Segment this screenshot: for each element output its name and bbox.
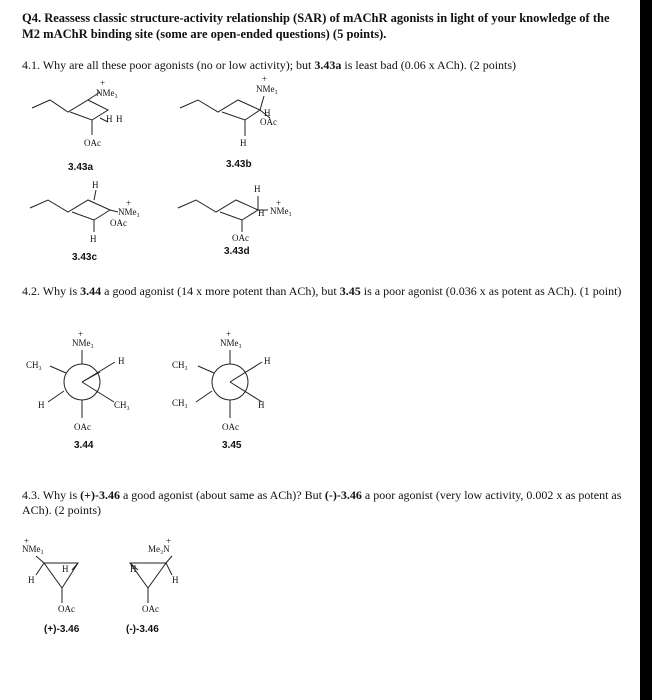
ch3-label: CH₃ <box>26 360 42 370</box>
oac-label: OAc <box>222 422 239 432</box>
h-label: H <box>264 356 271 366</box>
nme3-label: NMe₃ <box>256 84 278 94</box>
compound-label-3-43b: 3.43b <box>226 159 252 170</box>
structure-3-43b <box>180 96 270 136</box>
nme3-label: NMe₃ <box>270 206 292 216</box>
structure-3-43c <box>30 190 118 232</box>
plus-sign: + <box>166 536 172 546</box>
question-4-2: 4.2. Why is 3.44 a good agonist (14 x more potent than ACh), but 3.45 is a poor agonist (0.036 x as potent as ACh). (1 point) <box>22 284 622 298</box>
plus-sign: + <box>262 74 268 84</box>
h-label: H <box>258 208 265 218</box>
structure-3-45 <box>196 350 262 418</box>
h-label: H <box>92 180 99 190</box>
compound-label-3-43c: 3.43c <box>72 252 98 263</box>
compound-label-3-44: 3.44 <box>74 440 94 451</box>
oac-label: OAc <box>84 138 101 148</box>
h-label: H <box>28 575 35 585</box>
me3n-label: Me₃N <box>148 544 170 554</box>
nme3-label: NMe₃ <box>72 338 94 348</box>
oac-label: OAc <box>260 117 277 127</box>
h-label: H <box>90 234 97 244</box>
h-label: H <box>130 564 137 574</box>
oac-label: OAc <box>142 604 159 614</box>
compound-label-plus-3-46: (+)-3.46 <box>44 624 80 635</box>
oac-label: OAc <box>110 218 127 228</box>
plus-sign: + <box>100 78 106 88</box>
h-label: H <box>258 400 265 410</box>
nme3-label: NMe₃ <box>118 207 140 217</box>
compound-label-3-43d: 3.43d <box>224 246 250 257</box>
h-label: H <box>254 184 261 194</box>
ch3-label: CH₃ <box>172 360 188 370</box>
plus-sign: + <box>276 198 282 208</box>
h-label: H <box>106 114 113 124</box>
h-label: H <box>240 138 247 148</box>
structure-3-43a <box>32 92 108 135</box>
oac-label: OAc <box>232 233 249 243</box>
structure-3-44 <box>48 350 115 418</box>
question-4-1: 4.1. Why are all these poor agonists (no or low activity); but 3.43a is least bad (0.06 x ACh). (2 points) <box>22 58 517 72</box>
ch3-label: CH₃ <box>172 398 188 408</box>
question-title: Q4. Reassess classic structure-activity relationship (SAR) of mAChR agonists in light of your knowledge of the M2 mAChR binding site (some are open-ended questions) (5 points). <box>22 11 610 41</box>
compound-label-3-43a: 3.43a <box>68 162 94 173</box>
plus-sign: + <box>78 329 84 339</box>
nme3-label: NMe₃ <box>22 544 44 554</box>
nme3-label: NMe₃ <box>220 338 242 348</box>
oac-label: OAc <box>58 604 75 614</box>
h-label: H <box>116 114 123 124</box>
compound-label-minus-3-46: (-)-3.46 <box>126 624 159 635</box>
oac-label: OAc <box>74 422 91 432</box>
structure-3-46-plus <box>36 556 78 603</box>
h-label: H <box>62 564 69 574</box>
h-label: H <box>38 400 45 410</box>
question-4-3: 4.3. Why is (+)-3.46 a good agonist (about same as ACh)? But (-)-3.46 a poor agonist (very low activity, 0.002 x as potent as ACh). (2 points) <box>22 488 622 517</box>
h-label: H <box>118 356 125 366</box>
plus-sign: + <box>24 536 30 546</box>
h-label: H <box>264 108 271 118</box>
plus-sign: + <box>226 329 232 339</box>
structure-3-43d <box>178 196 268 232</box>
nme3-label: NMe₃ <box>96 88 118 98</box>
plus-sign: + <box>126 198 132 208</box>
h-label: H <box>172 575 179 585</box>
compound-label-3-45: 3.45 <box>222 440 242 451</box>
ch3-label: CH₃ <box>114 400 130 410</box>
